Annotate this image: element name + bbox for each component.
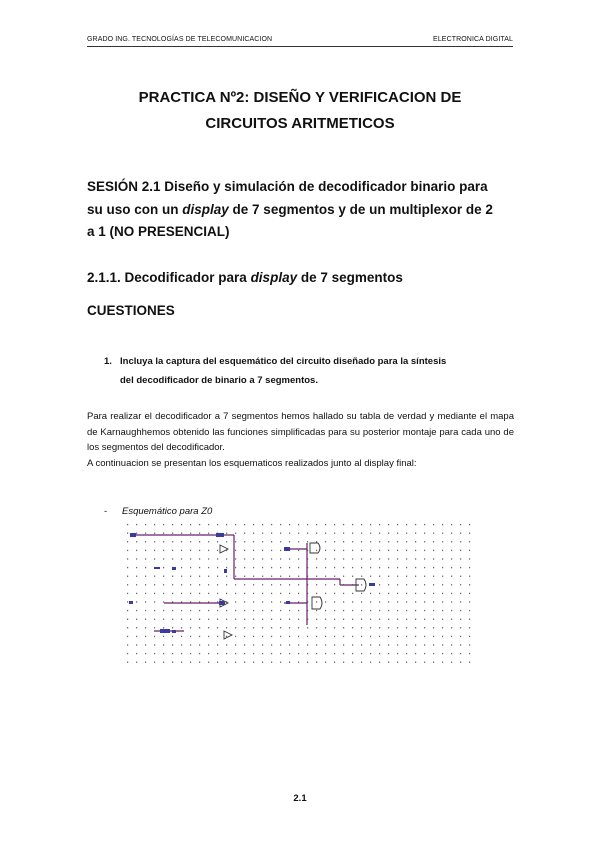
session-line-2: su uso con un display de 7 segmentos y de un multiplexor de 2: [87, 201, 493, 217]
question-line-2: del decodificador de binario a 7 segmentos.: [120, 375, 318, 386]
page-number: 2.1: [293, 793, 307, 804]
header-subject: ELECTRONICA DIGITAL: [433, 36, 513, 43]
questions-heading: CUESTIONES: [87, 303, 175, 318]
header-divider: [87, 46, 513, 47]
session-heading: [87, 176, 517, 244]
bullet-dash: -: [104, 506, 108, 517]
document-title: [87, 85, 513, 137]
bullet-label: Esquemático para Z0: [122, 506, 213, 517]
question-item: [104, 352, 514, 390]
session-line-1: SESIÓN 2.1 Diseño y simulación de decodificador binario para: [87, 179, 488, 194]
subsection-heading: 2.1.1. Decodificador para display de 7 segmentos: [87, 270, 403, 285]
session-emphasis: display: [182, 201, 229, 217]
header-course: GRADO ING. TECNOLOGÍAS DE TELECOMUNICACION: [87, 36, 273, 43]
paragraph-1: Para realizar el decodificador a 7 segmentos hemos hallado su tabla de verdad y mediante el mapa de Karnaughhemos obtenido las funciones simplificadas para su posterior montaje para cada uno de los segmentos del decodificador.: [87, 411, 514, 453]
body-paragraph: [87, 409, 514, 471]
question-number: 1.: [104, 356, 112, 367]
schematic-figure: [124, 521, 476, 663]
subsection-emphasis: display: [250, 270, 298, 285]
session-line-3: a 1 (NO PRESENCIAL): [87, 224, 230, 239]
schematic-grid: [124, 521, 476, 663]
question-line-1: Incluya la captura del esquemático del circuito diseñado para la síntesis: [120, 356, 447, 367]
paragraph-2: A continuacion se presentan los esquematicos realizados junto al display final:: [87, 457, 417, 469]
title-line-1: PRACTICA Nº2: DISEÑO Y VERIFICACION DE: [138, 89, 462, 106]
title-line-2: CIRCUITOS ARITMETICOS: [205, 115, 395, 132]
